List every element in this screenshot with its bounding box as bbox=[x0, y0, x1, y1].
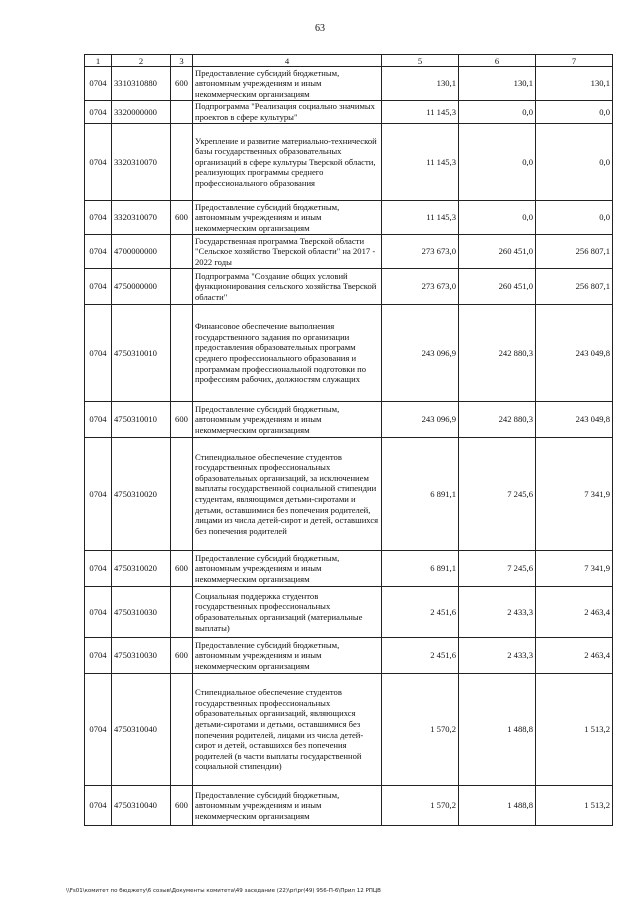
table-row bbox=[85, 786, 613, 826]
amount-col5-cell: 11 145,3 bbox=[382, 124, 459, 201]
amount-col5-cell: 273 673,0 bbox=[382, 269, 459, 305]
header-cell-2: 2 bbox=[112, 55, 171, 67]
expense-type-cell: 600 bbox=[171, 402, 193, 438]
target-code-cell: 4750310030 bbox=[112, 587, 171, 638]
table-row bbox=[85, 305, 613, 402]
name-cell: Стипендиальное обеспечение студентов государственных профессиональных образовательных организаций, за исключением выплаты государственной социальной стипендии студентам, являющимся детьми-сиротами и детьми, оставшимися без попечения родителей, лицами из числа детей-сирот и детей, оставшихся без попечения родителей bbox=[193, 438, 382, 551]
amount-col6-cell: 242 880,3 bbox=[459, 402, 536, 438]
target-code-cell: 4750310010 bbox=[112, 402, 171, 438]
amount-col7-cell: 256 807,1 bbox=[536, 269, 613, 305]
target-code-cell: 3320310070 bbox=[112, 201, 171, 235]
name-cell: Предоставление субсидий бюджетным, автономным учреждениям и иным некоммерческим организациям bbox=[193, 402, 382, 438]
table-row bbox=[85, 101, 613, 124]
amount-col5-cell: 6 891,1 bbox=[382, 551, 459, 587]
budget-table bbox=[84, 54, 613, 826]
amount-col6-cell: 7 245,6 bbox=[459, 438, 536, 551]
expense-type-cell bbox=[171, 269, 193, 305]
target-code-cell: 4750310040 bbox=[112, 786, 171, 826]
name-cell: Подпрограмма "Создание общих условий функционирования сельского хозяйства Тверской области" bbox=[193, 269, 382, 305]
table-row bbox=[85, 587, 613, 638]
amount-col7-cell: 243 049,8 bbox=[536, 305, 613, 402]
expense-type-cell bbox=[171, 305, 193, 402]
amount-col7-cell: 130,1 bbox=[536, 67, 613, 101]
amount-col6-cell: 260 451,0 bbox=[459, 269, 536, 305]
name-cell: Подпрограмма "Реализация социально значимых проектов в сфере культуры" bbox=[193, 101, 382, 124]
target-code-cell: 3320000000 bbox=[112, 101, 171, 124]
amount-col5-cell: 1 570,2 bbox=[382, 674, 459, 786]
target-code-cell: 4750310030 bbox=[112, 638, 171, 674]
amount-col6-cell: 1 488,8 bbox=[459, 674, 536, 786]
header-cell-4: 4 bbox=[193, 55, 382, 67]
name-cell: Предоставление субсидий бюджетным, автономным учреждениям и иным некоммерческим организациям bbox=[193, 67, 382, 101]
footer-file-path: \\Fs01\комитет по бюджету\6 созыв\Документы комитета\49 заседание (22)\pr\pr(49) 956-П-6\Прил 12 РПЦВ bbox=[66, 888, 381, 894]
amount-col6-cell: 0,0 bbox=[459, 201, 536, 235]
section-cell: 0704 bbox=[85, 269, 112, 305]
amount-col7-cell: 0,0 bbox=[536, 124, 613, 201]
amount-col7-cell: 0,0 bbox=[536, 201, 613, 235]
amount-col5-cell: 273 673,0 bbox=[382, 235, 459, 269]
amount-col6-cell: 2 433,3 bbox=[459, 587, 536, 638]
section-cell: 0704 bbox=[85, 438, 112, 551]
amount-col5-cell: 243 096,9 bbox=[382, 305, 459, 402]
header-cell-3: 3 bbox=[171, 55, 193, 67]
expense-type-cell bbox=[171, 587, 193, 638]
expense-type-cell: 600 bbox=[171, 67, 193, 101]
amount-col7-cell: 7 341,9 bbox=[536, 438, 613, 551]
amount-col7-cell: 7 341,9 bbox=[536, 551, 613, 587]
amount-col6-cell: 130,1 bbox=[459, 67, 536, 101]
expense-type-cell: 600 bbox=[171, 638, 193, 674]
section-cell: 0704 bbox=[85, 638, 112, 674]
amount-col5-cell: 130,1 bbox=[382, 67, 459, 101]
amount-col6-cell: 0,0 bbox=[459, 124, 536, 201]
target-code-cell: 4750000000 bbox=[112, 269, 171, 305]
expense-type-cell bbox=[171, 101, 193, 124]
target-code-cell: 4750310020 bbox=[112, 438, 171, 551]
header-cell-1: 1 bbox=[85, 55, 112, 67]
amount-col7-cell: 1 513,2 bbox=[536, 674, 613, 786]
expense-type-cell: 600 bbox=[171, 201, 193, 235]
section-cell: 0704 bbox=[85, 305, 112, 402]
section-cell: 0704 bbox=[85, 551, 112, 587]
page-number: 63 bbox=[315, 23, 325, 34]
table-row bbox=[85, 638, 613, 674]
section-cell: 0704 bbox=[85, 402, 112, 438]
section-cell: 0704 bbox=[85, 235, 112, 269]
header-cell-7: 7 bbox=[536, 55, 613, 67]
amount-col5-cell: 1 570,2 bbox=[382, 786, 459, 826]
expense-type-cell bbox=[171, 235, 193, 269]
target-code-cell: 4750310010 bbox=[112, 305, 171, 402]
table-row bbox=[85, 674, 613, 786]
name-cell: Стипендиальное обеспечение студентов государственных профессиональных образовательных организаций, являющихся детьми-сиротами и детьми, оставшимися без попечения родителей, лицами из числа детей-сирот и детей, оставшихся без попечения родителей (в части выплаты государственной социальной стипендии) bbox=[193, 674, 382, 786]
table-row bbox=[85, 438, 613, 551]
target-code-cell: 4750310020 bbox=[112, 551, 171, 587]
name-cell: Предоставление субсидий бюджетным, автономным учреждениям и иным некоммерческим организациям bbox=[193, 638, 382, 674]
table-row bbox=[85, 551, 613, 587]
table-header-row bbox=[85, 55, 613, 67]
amount-col7-cell: 243 049,8 bbox=[536, 402, 613, 438]
amount-col5-cell: 11 145,3 bbox=[382, 201, 459, 235]
amount-col7-cell: 2 463,4 bbox=[536, 587, 613, 638]
target-code-cell: 3310310880 bbox=[112, 67, 171, 101]
table-row bbox=[85, 269, 613, 305]
section-cell: 0704 bbox=[85, 124, 112, 201]
name-cell: Государственная программа Тверской области "Сельское хозяйство Тверской области" на 2017 - 2022 годы bbox=[193, 235, 382, 269]
table-row bbox=[85, 402, 613, 438]
name-cell: Укрепление и развитие материально-технической базы государственных образовательных организаций в сфере культуры Тверской области, реализующих программы среднего профессионального образования bbox=[193, 124, 382, 201]
amount-col6-cell: 2 433,3 bbox=[459, 638, 536, 674]
section-cell: 0704 bbox=[85, 201, 112, 235]
amount-col6-cell: 260 451,0 bbox=[459, 235, 536, 269]
amount-col7-cell: 256 807,1 bbox=[536, 235, 613, 269]
amount-col7-cell: 0,0 bbox=[536, 101, 613, 124]
expense-type-cell: 600 bbox=[171, 786, 193, 826]
expense-type-cell bbox=[171, 124, 193, 201]
header-cell-5: 5 bbox=[382, 55, 459, 67]
table-row bbox=[85, 67, 613, 101]
section-cell: 0704 bbox=[85, 674, 112, 786]
name-cell: Предоставление субсидий бюджетным, автономным учреждениям и иным некоммерческим организациям bbox=[193, 201, 382, 235]
amount-col6-cell: 1 488,8 bbox=[459, 786, 536, 826]
name-cell: Предоставление субсидий бюджетным, автономным учреждениям и иным некоммерческим организациям bbox=[193, 551, 382, 587]
amount-col5-cell: 2 451,6 bbox=[382, 638, 459, 674]
amount-col5-cell: 6 891,1 bbox=[382, 438, 459, 551]
expense-type-cell bbox=[171, 438, 193, 551]
table-row bbox=[85, 235, 613, 269]
amount-col5-cell: 243 096,9 bbox=[382, 402, 459, 438]
expense-type-cell bbox=[171, 674, 193, 786]
header-cell-6: 6 bbox=[459, 55, 536, 67]
target-code-cell: 4750310040 bbox=[112, 674, 171, 786]
amount-col7-cell: 2 463,4 bbox=[536, 638, 613, 674]
section-cell: 0704 bbox=[85, 67, 112, 101]
table-row bbox=[85, 201, 613, 235]
amount-col5-cell: 2 451,6 bbox=[382, 587, 459, 638]
section-cell: 0704 bbox=[85, 786, 112, 826]
amount-col6-cell: 0,0 bbox=[459, 101, 536, 124]
name-cell: Финансовое обеспечение выполнения государственного задания по организации предоставления образовательных программ среднего профессионального образования и программам профессиональной подготовки по профессиям рабочих, должностям служащих bbox=[193, 305, 382, 402]
amount-col5-cell: 11 145,3 bbox=[382, 101, 459, 124]
name-cell: Предоставление субсидий бюджетным, автономным учреждениям и иным некоммерческим организациям bbox=[193, 786, 382, 826]
target-code-cell: 3320310070 bbox=[112, 124, 171, 201]
name-cell: Социальная поддержка студентов государственных профессиональных образовательных организаций (материальные выплаты) bbox=[193, 587, 382, 638]
table-row bbox=[85, 124, 613, 201]
section-cell: 0704 bbox=[85, 587, 112, 638]
target-code-cell: 4700000000 bbox=[112, 235, 171, 269]
amount-col6-cell: 7 245,6 bbox=[459, 551, 536, 587]
section-cell: 0704 bbox=[85, 101, 112, 124]
amount-col7-cell: 1 513,2 bbox=[536, 786, 613, 826]
amount-col6-cell: 242 880,3 bbox=[459, 305, 536, 402]
expense-type-cell: 600 bbox=[171, 551, 193, 587]
